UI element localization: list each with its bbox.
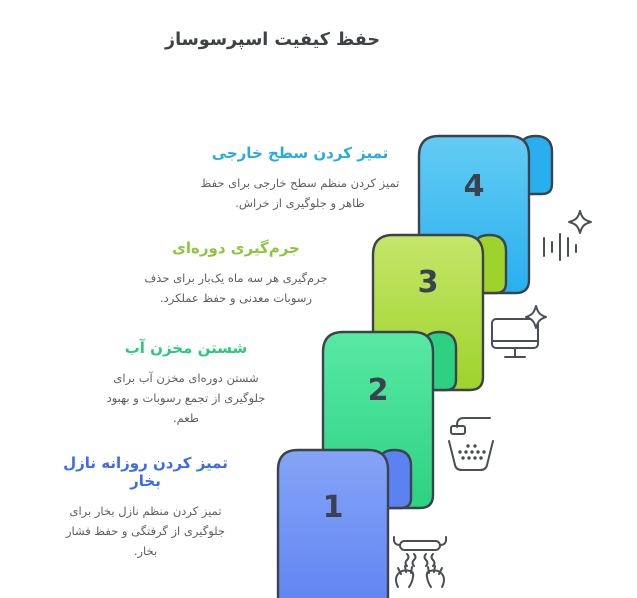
step-number-1: 1 [322,490,344,525]
steam-lines [406,554,435,566]
step-1-description: تمیز کردن منظم نازل بخار برای جلوگیری از گرفتگی و حفظ فشار بخار. [65,504,226,558]
shine-lines-sparkle-icon [544,211,591,260]
hands [396,566,444,587]
hand-dryer-steam-icon [394,537,446,587]
step-number-4: 4 [463,169,485,204]
step-number-2: 2 [367,373,389,408]
step-4-heading: تمیز کردن سطح خارجی [211,144,389,162]
monitor-sparkle-icon [492,306,546,357]
step-1-heading: تمیز کردن روزانه نازل بخار [63,454,228,490]
faucet-glass-icon [449,418,493,470]
step-1-text [58,454,233,561]
step-3-text [136,239,336,308]
step-2-text [101,339,271,428]
step-number-3: 3 [417,265,439,300]
ribbon-step-1 [278,450,411,598]
sparkle-icon [569,211,591,233]
step-4-text [200,144,400,213]
step-4-description: تمیز کردن منظم سطح خارجی برای حفظ ظاهر و جلوگیری از خراش. [200,176,400,210]
sparkle-icon [526,306,546,328]
page-title: حفظ کیفیت اسپرسوساز [165,30,380,50]
step-2-description: شستن دوره‌ای مخزن آب برای جلوگیری از تجمع رسوبات و بهبود طعم. [106,371,266,425]
step-2-heading: شستن مخزن آب [124,339,248,357]
step-3-description: جرم‌گیری هر سه ماه یک‌بار برای حذف رسوبات معدنی و حفظ عملکرد. [144,271,328,305]
step-3-heading: جرم‌گیری دوره‌ای [172,239,300,257]
glass-outline [449,441,493,470]
water-drops [458,444,485,459]
